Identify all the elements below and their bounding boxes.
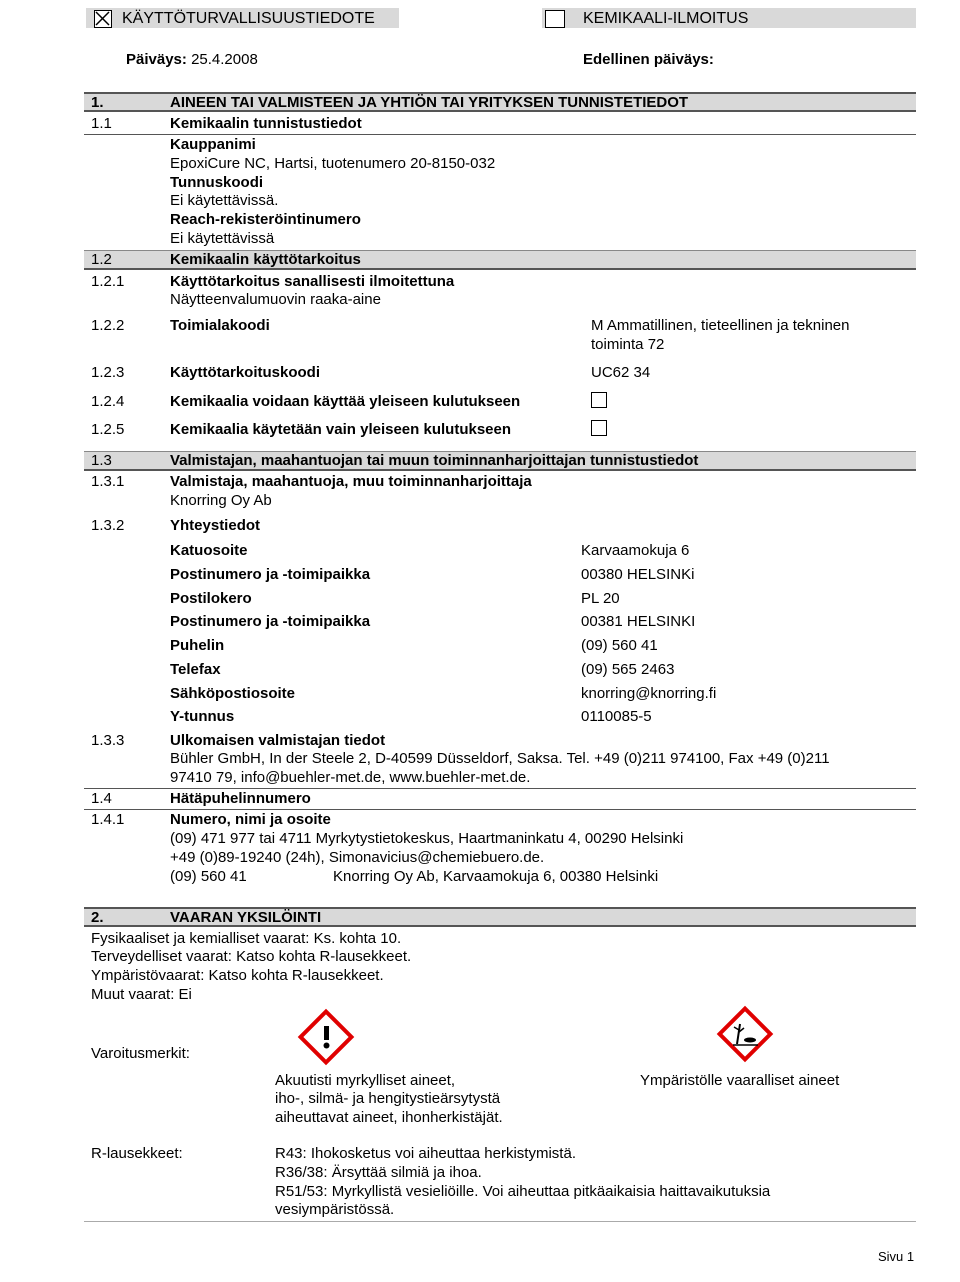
s132-label: Yhteystiedot <box>170 517 261 534</box>
contact-label: Postilokero <box>170 590 252 607</box>
contact-value: 0110085-5 <box>581 708 652 725</box>
r-phrase: R43: Ihokosketus voi aiheuttaa herkistymistä. <box>275 1145 576 1162</box>
s121-number: 1.2.1 <box>91 273 125 290</box>
trade-name-label: Kauppanimi <box>170 136 256 153</box>
hazard-line: Ympäristövaarat: Katso kohta R-lausekkeet. <box>91 967 384 984</box>
s141-line1: (09) 471 977 tai 4711 Myrkytystietokeskus, Haartmaninkatu 4, 00290 Helsinki <box>170 830 684 847</box>
symbol-caption: aiheuttavat aineet, ihonherkistäjät. <box>275 1109 503 1126</box>
s141-line3-phone: (09) 560 41 <box>170 868 247 885</box>
section-1-heading <box>84 92 916 112</box>
checkmark-x-icon <box>95 11 110 26</box>
contact-label: Y-tunnus <box>170 708 235 725</box>
msds-checkbox[interactable] <box>94 10 112 28</box>
previous-date-label: Edellinen päiväys: <box>583 51 714 68</box>
date-line <box>126 51 258 69</box>
code-value: Ei käytettävissä. <box>170 192 279 209</box>
msds-title: KÄYTTÖTURVALLISUUSTIEDOTE <box>122 10 375 27</box>
s133-label: Ulkomaisen valmistajan tiedot <box>170 732 386 749</box>
s121-label: Käyttötarkoitus sanallisesti ilmoitettuna <box>170 273 455 290</box>
contact-value: PL 20 <box>581 590 620 607</box>
s141-number: 1.4.1 <box>91 811 125 828</box>
date-label: Päiväys: <box>126 51 187 68</box>
contact-value: 00380 HELSINKi <box>581 566 695 583</box>
hazard-line: Muut vaarat: Ei <box>91 986 192 1003</box>
s133-line2: 97410 79, info@buehler-met.de, www.buehler-met.de. <box>170 769 531 786</box>
contact-label: Postinumero ja -toimipaikka <box>170 613 371 630</box>
contact-label: Postinumero ja -toimipaikka <box>170 566 371 583</box>
s123-number: 1.2.3 <box>91 364 125 381</box>
divider <box>84 809 916 810</box>
subsection-1-2-heading: 1.2 Kemikaalin käyttötarkoitus <box>84 250 916 270</box>
s133-line1: Bühler GmbH, In der Steele 2, D-40599 Düsseldorf, Saksa. Tel. +49 (0)211 974100, Fax +49 (0)211 <box>170 750 830 767</box>
s131-number: 1.3.1 <box>91 473 125 490</box>
page-number: Sivu 1 <box>878 1249 915 1264</box>
date-value: 25.4.2008 <box>191 51 258 68</box>
s14-title: Hätäpuhelinnumero <box>170 790 311 807</box>
section-title: AINEEN TAI VALMISTEEN JA YHTIÖN TAI YRITYKSEN TUNNISTETIEDOT <box>170 94 689 111</box>
s131-label: Valmistaja, maahantuoja, muu toiminnanharjoittaja <box>170 473 532 490</box>
symbol-caption: Akuutisti myrkylliset aineet, <box>275 1072 456 1089</box>
s132-number: 1.3.2 <box>91 517 125 534</box>
section-number: 1. <box>91 94 104 111</box>
contact-value: (09) 560 41 <box>581 637 658 654</box>
exclamation-hazard-icon <box>298 1009 355 1066</box>
subsection-1-3-heading: 1.3 Valmistajan, maahantuojan tai muun toiminnanharjoittajan tunnistustiedot <box>84 451 916 471</box>
s123-label: Käyttötarkoituskoodi <box>170 364 321 381</box>
s141-line2: +49 (0)89-19240 (24h), Simonavicius@chemiebuero.de. <box>170 849 545 866</box>
s121-value: Näytteenvalumuovin raaka-aine <box>170 291 381 308</box>
notice-title: KEMIKAALI-ILMOITUS <box>583 10 749 27</box>
environment-hazard-icon <box>717 1006 774 1063</box>
divider <box>84 788 916 789</box>
contact-value: 00381 HELSINKI <box>581 613 696 630</box>
code-label: Tunnuskoodi <box>170 174 264 191</box>
hazard-line: Fysikaaliset ja kemialliset vaarat: Ks. kohta 10. <box>91 930 402 947</box>
symbol-caption: iho-, silmä- ja hengitystieärsytystä <box>275 1090 501 1107</box>
s14-number: 1.4 <box>91 790 112 807</box>
contact-value: knorring@knorring.fi <box>581 685 717 702</box>
footer-rule <box>84 1221 916 1222</box>
divider <box>84 134 916 135</box>
hazard-line: Terveydelliset vaarat: Katso kohta R-lausekkeet. <box>91 948 412 965</box>
trade-name-value: EpoxiCure NC, Hartsi, tuotenumero 20-8150-032 <box>170 155 496 172</box>
consumer-only-checkbox[interactable] <box>591 420 607 436</box>
reach-value: Ei käytettävissä <box>170 230 275 247</box>
s141-label: Numero, nimi ja osoite <box>170 811 331 828</box>
contact-label: Puhelin <box>170 637 225 654</box>
s123-value: UC62 34 <box>591 364 651 381</box>
reach-label: Reach-rekisteröintinumero <box>170 211 361 228</box>
r-phrase: vesiympäristössä. <box>275 1201 395 1218</box>
contact-value: (09) 565 2463 <box>581 661 675 678</box>
s122-label: Toimialakoodi <box>170 317 270 334</box>
section-2-heading <box>84 907 916 927</box>
s131-value: Knorring Oy Ab <box>170 492 272 509</box>
contact-label: Telefax <box>170 661 221 678</box>
s124-number: 1.2.4 <box>91 393 125 410</box>
s122-value-line1: M Ammatillinen, tieteellinen ja tekninen <box>591 317 850 334</box>
r-phrase: R51/53: Myrkyllistä vesieliöille. Voi aiheuttaa pitkäaikaisia haittavaikutuksia <box>275 1183 771 1200</box>
r-phrase: R36/38: Ärsyttää silmiä ja ihoa. <box>275 1164 482 1181</box>
s125-label: Kemikaalia käytetään vain yleiseen kulutukseen <box>170 421 512 438</box>
r-phrases-label: R-lausekkeet: <box>91 1145 183 1162</box>
consumer-use-checkbox[interactable] <box>591 392 607 408</box>
s124-label: Kemikaalia voidaan käyttää yleiseen kulutukseen <box>170 393 521 410</box>
s122-number: 1.2.2 <box>91 317 125 334</box>
symbol-caption: Ympäristölle vaaralliset aineet <box>640 1072 840 1089</box>
contact-value: Karvaamokuja 6 <box>581 542 690 559</box>
warning-symbols-label: Varoitusmerkit: <box>91 1045 190 1062</box>
s122-value-line2: toiminta 72 <box>591 336 665 353</box>
section-title: VAARAN YKSILÖINTI <box>170 909 322 926</box>
contact-label: Katuosoite <box>170 542 248 559</box>
notice-checkbox[interactable] <box>545 10 565 28</box>
section-number: 2. <box>91 909 104 926</box>
contact-label: Sähköpostiosoite <box>170 685 296 702</box>
s133-number: 1.3.3 <box>91 732 125 749</box>
s125-number: 1.2.5 <box>91 421 125 438</box>
s141-line3-company: Knorring Oy Ab, Karvaamokuja 6, 00380 Helsinki <box>333 868 659 885</box>
